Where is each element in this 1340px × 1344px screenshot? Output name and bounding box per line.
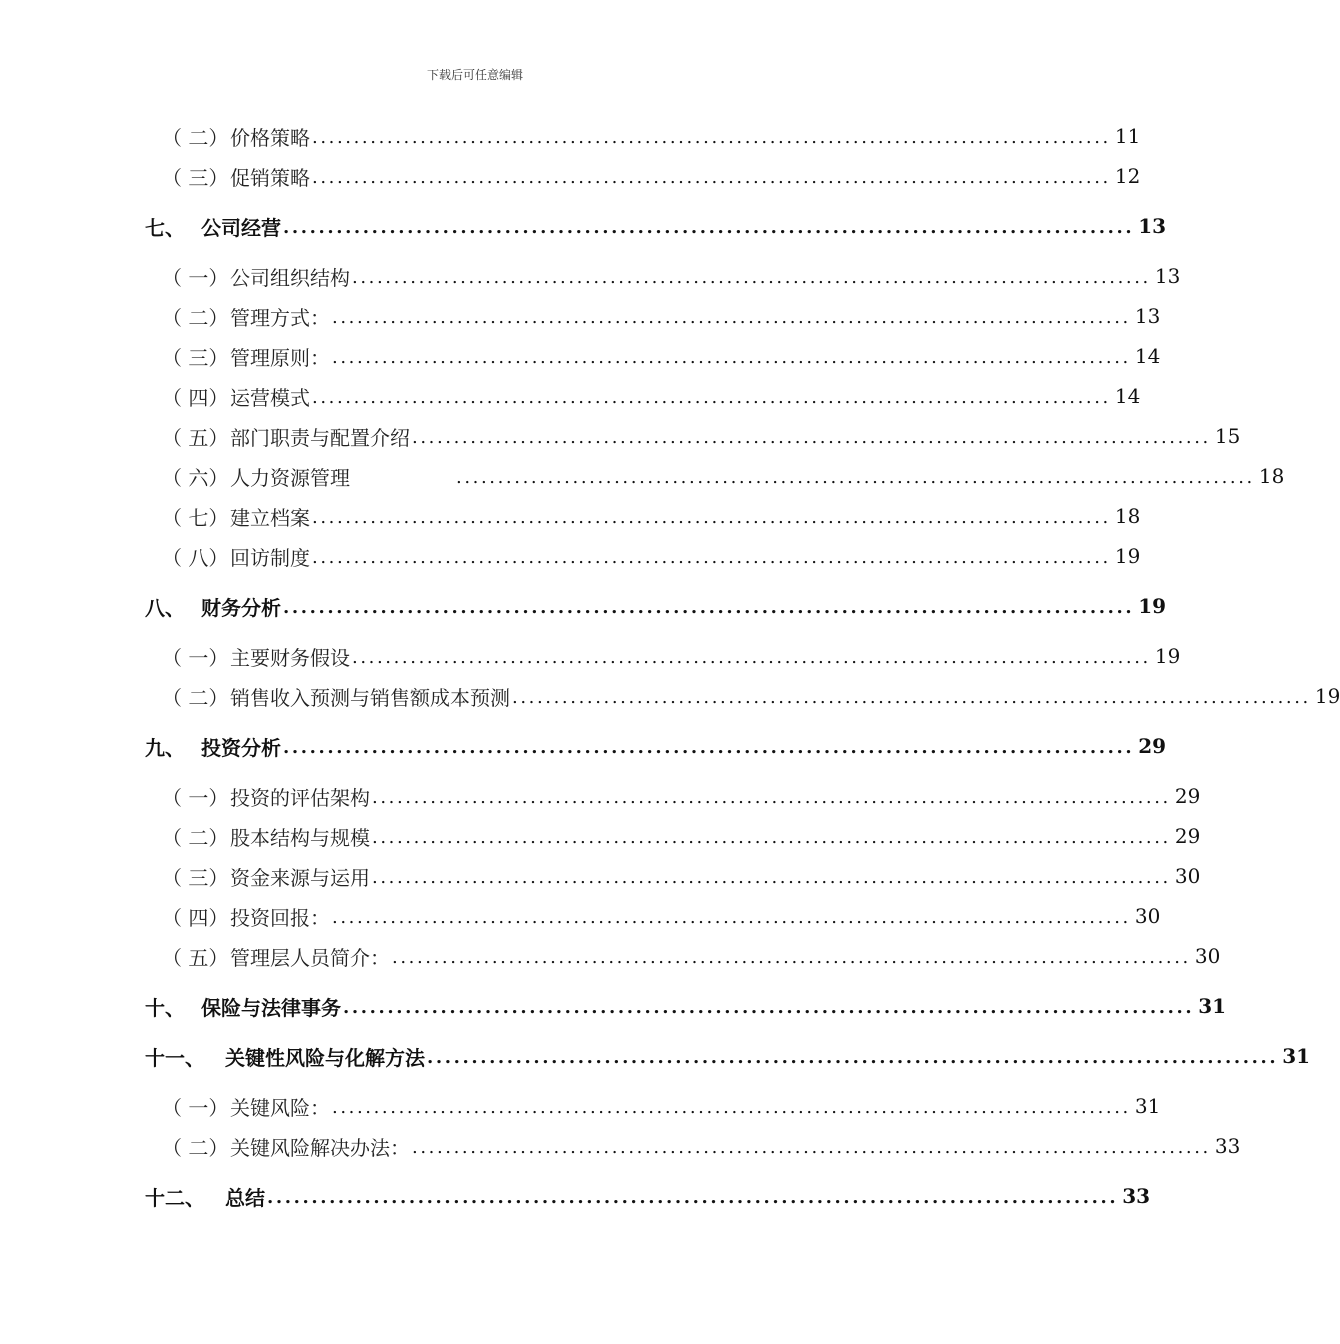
toc-entry-page: 18 bbox=[1114, 504, 1141, 528]
toc-entry[interactable] bbox=[0, 420, 1241, 452]
toc-entry[interactable] bbox=[0, 380, 1141, 412]
toc-entry-number: （ 五） bbox=[162, 425, 229, 450]
toc-entry-number: （ 一） bbox=[162, 265, 229, 290]
toc-entry[interactable] bbox=[0, 900, 1161, 932]
toc-section-number: 十、 bbox=[145, 995, 185, 1020]
dot-leader: ................................................................................................ bbox=[312, 126, 1111, 148]
toc-entry-number: （ 四） bbox=[162, 905, 229, 930]
page-header-note: 下载后可任意编辑 bbox=[426, 68, 523, 82]
toc-entry-title: 管理层人员简介： bbox=[230, 945, 390, 970]
toc-entry-page: 12 bbox=[1114, 164, 1141, 188]
toc-entry-number: （ 二） bbox=[162, 685, 229, 710]
toc-section-title: 保险与法律事务 bbox=[201, 995, 341, 1020]
toc-entry-title: 投资回报： bbox=[230, 905, 330, 930]
toc-section-number: 八、 bbox=[145, 595, 185, 620]
toc-entry-page: 19 bbox=[1154, 644, 1181, 668]
toc-section[interactable] bbox=[0, 1040, 1311, 1072]
dot-leader: ................................................................................................ bbox=[343, 996, 1195, 1018]
dot-leader: ................................................................................................ bbox=[312, 386, 1111, 408]
toc-entry-page: 31 bbox=[1134, 1094, 1161, 1118]
dot-leader: ................................................................................................ bbox=[312, 546, 1111, 568]
toc-entry[interactable] bbox=[0, 680, 1340, 712]
toc-entry[interactable] bbox=[0, 1130, 1241, 1162]
dot-leader: ................................................................................................ bbox=[352, 646, 1151, 668]
toc-entry[interactable] bbox=[0, 540, 1141, 572]
toc-entry[interactable] bbox=[0, 940, 1221, 972]
toc-entry[interactable] bbox=[0, 460, 1285, 492]
toc-entry-title: 关键风险解决办法： bbox=[230, 1135, 410, 1160]
toc-entry-number: （ 五） bbox=[162, 945, 229, 970]
toc-entry[interactable] bbox=[0, 1090, 1161, 1122]
toc-entry-page: 15 bbox=[1214, 424, 1241, 448]
toc-entry-number: （ 七） bbox=[162, 505, 229, 530]
dot-leader: ................................................................................................ bbox=[427, 1046, 1279, 1068]
toc-entry[interactable] bbox=[0, 260, 1181, 292]
toc-section-page: 33 bbox=[1122, 1184, 1151, 1208]
toc-entry-page: 19 bbox=[1114, 544, 1141, 568]
toc-entry-page: 29 bbox=[1174, 784, 1201, 808]
dot-leader: ................................................................................................ bbox=[283, 216, 1135, 238]
toc-entry-number: （ 一） bbox=[162, 645, 229, 670]
toc-section-number: 十一、 bbox=[145, 1045, 205, 1070]
toc-entry-page: 14 bbox=[1114, 384, 1141, 408]
toc-entry-title: 管理方式： bbox=[230, 305, 330, 330]
toc-entry-number: （ 三） bbox=[162, 345, 229, 370]
toc-entry-number: （ 二） bbox=[162, 825, 229, 850]
toc-section-title: 关键性风险与化解方法 bbox=[225, 1045, 425, 1070]
dot-leader: ................................................................................................ bbox=[412, 1136, 1211, 1158]
toc-entry[interactable] bbox=[0, 160, 1141, 192]
toc-entry-title: 部门职责与配置介绍 bbox=[230, 425, 410, 450]
toc-entry-page: 11 bbox=[1114, 124, 1141, 148]
toc-entry-page: 30 bbox=[1194, 944, 1221, 968]
dot-leader: ................................................................................................ bbox=[512, 686, 1311, 708]
dot-leader: ................................................................................................ bbox=[332, 306, 1131, 328]
toc-entry-number: （ 一） bbox=[162, 1095, 229, 1120]
toc-section-page: 31 bbox=[1198, 994, 1227, 1018]
toc-entry-title: 建立档案 bbox=[230, 505, 310, 530]
dot-leader: ................................................................................................ bbox=[372, 866, 1171, 888]
toc-entry-page: 30 bbox=[1174, 864, 1201, 888]
toc-entry-title: 资金来源与运用 bbox=[230, 865, 370, 890]
dot-leader: ................................................................................................ bbox=[352, 266, 1151, 288]
toc-entry-title: 销售收入预测与销售额成本预测 bbox=[230, 685, 510, 710]
toc-section[interactable] bbox=[0, 990, 1227, 1022]
toc-entry-number: （ 一） bbox=[162, 785, 229, 810]
toc-entry[interactable] bbox=[0, 500, 1141, 532]
toc-section-page: 19 bbox=[1138, 594, 1167, 618]
toc-section-title: 投资分析 bbox=[201, 735, 281, 760]
dot-leader: ................................................................................................ bbox=[267, 1186, 1119, 1208]
toc-entry-number: （ 三） bbox=[162, 165, 229, 190]
toc-entry-title: 公司组织结构 bbox=[230, 265, 350, 290]
dot-leader: ................................................................................................ bbox=[312, 166, 1111, 188]
toc-entry-page: 29 bbox=[1174, 824, 1201, 848]
dot-leader: ................................................................................................ bbox=[283, 596, 1135, 618]
toc-entry-title: 股本结构与规模 bbox=[230, 825, 370, 850]
toc-entry[interactable] bbox=[0, 820, 1201, 852]
toc-entry-number: （ 四） bbox=[162, 385, 229, 410]
toc-entry-title: 运营模式 bbox=[230, 385, 310, 410]
toc-entry[interactable] bbox=[0, 780, 1201, 812]
toc-entry-number: （ 三） bbox=[162, 865, 229, 890]
dot-leader: ................................................................................................ bbox=[412, 426, 1211, 448]
toc-entry-page: 14 bbox=[1134, 344, 1161, 368]
toc-entry[interactable] bbox=[0, 640, 1181, 672]
dot-leader: ................................................................................................ bbox=[283, 736, 1135, 758]
toc-entry-title: 投资的评估架构 bbox=[230, 785, 370, 810]
toc-entry-page: 13 bbox=[1134, 304, 1161, 328]
dot-leader: ................................................................................................ bbox=[332, 1096, 1131, 1118]
toc-entry[interactable] bbox=[0, 860, 1201, 892]
toc-section-title: 总结 bbox=[225, 1185, 265, 1210]
dot-leader: ................................................................................................ bbox=[332, 906, 1131, 928]
toc-entry-number: （ 二） bbox=[162, 1135, 229, 1160]
toc-entry[interactable] bbox=[0, 300, 1161, 332]
toc-entry-number: （ 六） bbox=[162, 465, 229, 490]
dot-leader: ................................................................................................ bbox=[332, 346, 1131, 368]
toc-entry-title: 价格策略 bbox=[230, 125, 310, 150]
dot-leader: ................................................................................................ bbox=[372, 786, 1171, 808]
toc-section-number: 十二、 bbox=[145, 1185, 205, 1210]
toc-entry-page: 19 bbox=[1314, 684, 1340, 708]
toc-section-title: 财务分析 bbox=[201, 595, 281, 620]
toc-entry-title: 关键风险： bbox=[230, 1095, 330, 1120]
dot-leader: ................................................................................................ bbox=[372, 826, 1171, 848]
toc-entry-title: 管理原则： bbox=[230, 345, 330, 370]
toc-section-title: 公司经营 bbox=[201, 215, 281, 240]
toc-section[interactable] bbox=[0, 730, 1167, 762]
dot-leader: ................................................................................................ bbox=[312, 506, 1111, 528]
toc-entry-page: 30 bbox=[1134, 904, 1161, 928]
toc-entry-title: 主要财务假设 bbox=[230, 645, 350, 670]
toc-entry-number: （ 八） bbox=[162, 545, 229, 570]
toc-section-page: 13 bbox=[1138, 214, 1167, 238]
toc-section[interactable] bbox=[0, 1180, 1151, 1212]
dot-leader: ................................................................................................ bbox=[456, 466, 1255, 488]
toc-entry-number: （ 二） bbox=[162, 125, 229, 150]
toc-entry-title: 回访制度 bbox=[230, 545, 310, 570]
toc-section-number: 七、 bbox=[145, 215, 185, 240]
toc-section[interactable] bbox=[0, 210, 1167, 242]
toc-entry[interactable] bbox=[0, 120, 1141, 152]
toc-entry-page: 13 bbox=[1154, 264, 1181, 288]
toc-entry-page: 33 bbox=[1214, 1134, 1241, 1158]
dot-leader: ................................................................................................ bbox=[392, 946, 1191, 968]
toc-entry-page: 18 bbox=[1258, 464, 1285, 488]
toc-section-page: 29 bbox=[1138, 734, 1167, 758]
toc-entry[interactable] bbox=[0, 340, 1161, 372]
toc-section-page: 31 bbox=[1282, 1044, 1311, 1068]
toc-section[interactable] bbox=[0, 590, 1167, 622]
toc-entry-title: 人力资源管理 bbox=[230, 465, 350, 490]
toc-entry-number: （ 二） bbox=[162, 305, 229, 330]
toc-section-number: 九、 bbox=[145, 735, 185, 760]
toc-entry-title: 促销策略 bbox=[230, 165, 310, 190]
